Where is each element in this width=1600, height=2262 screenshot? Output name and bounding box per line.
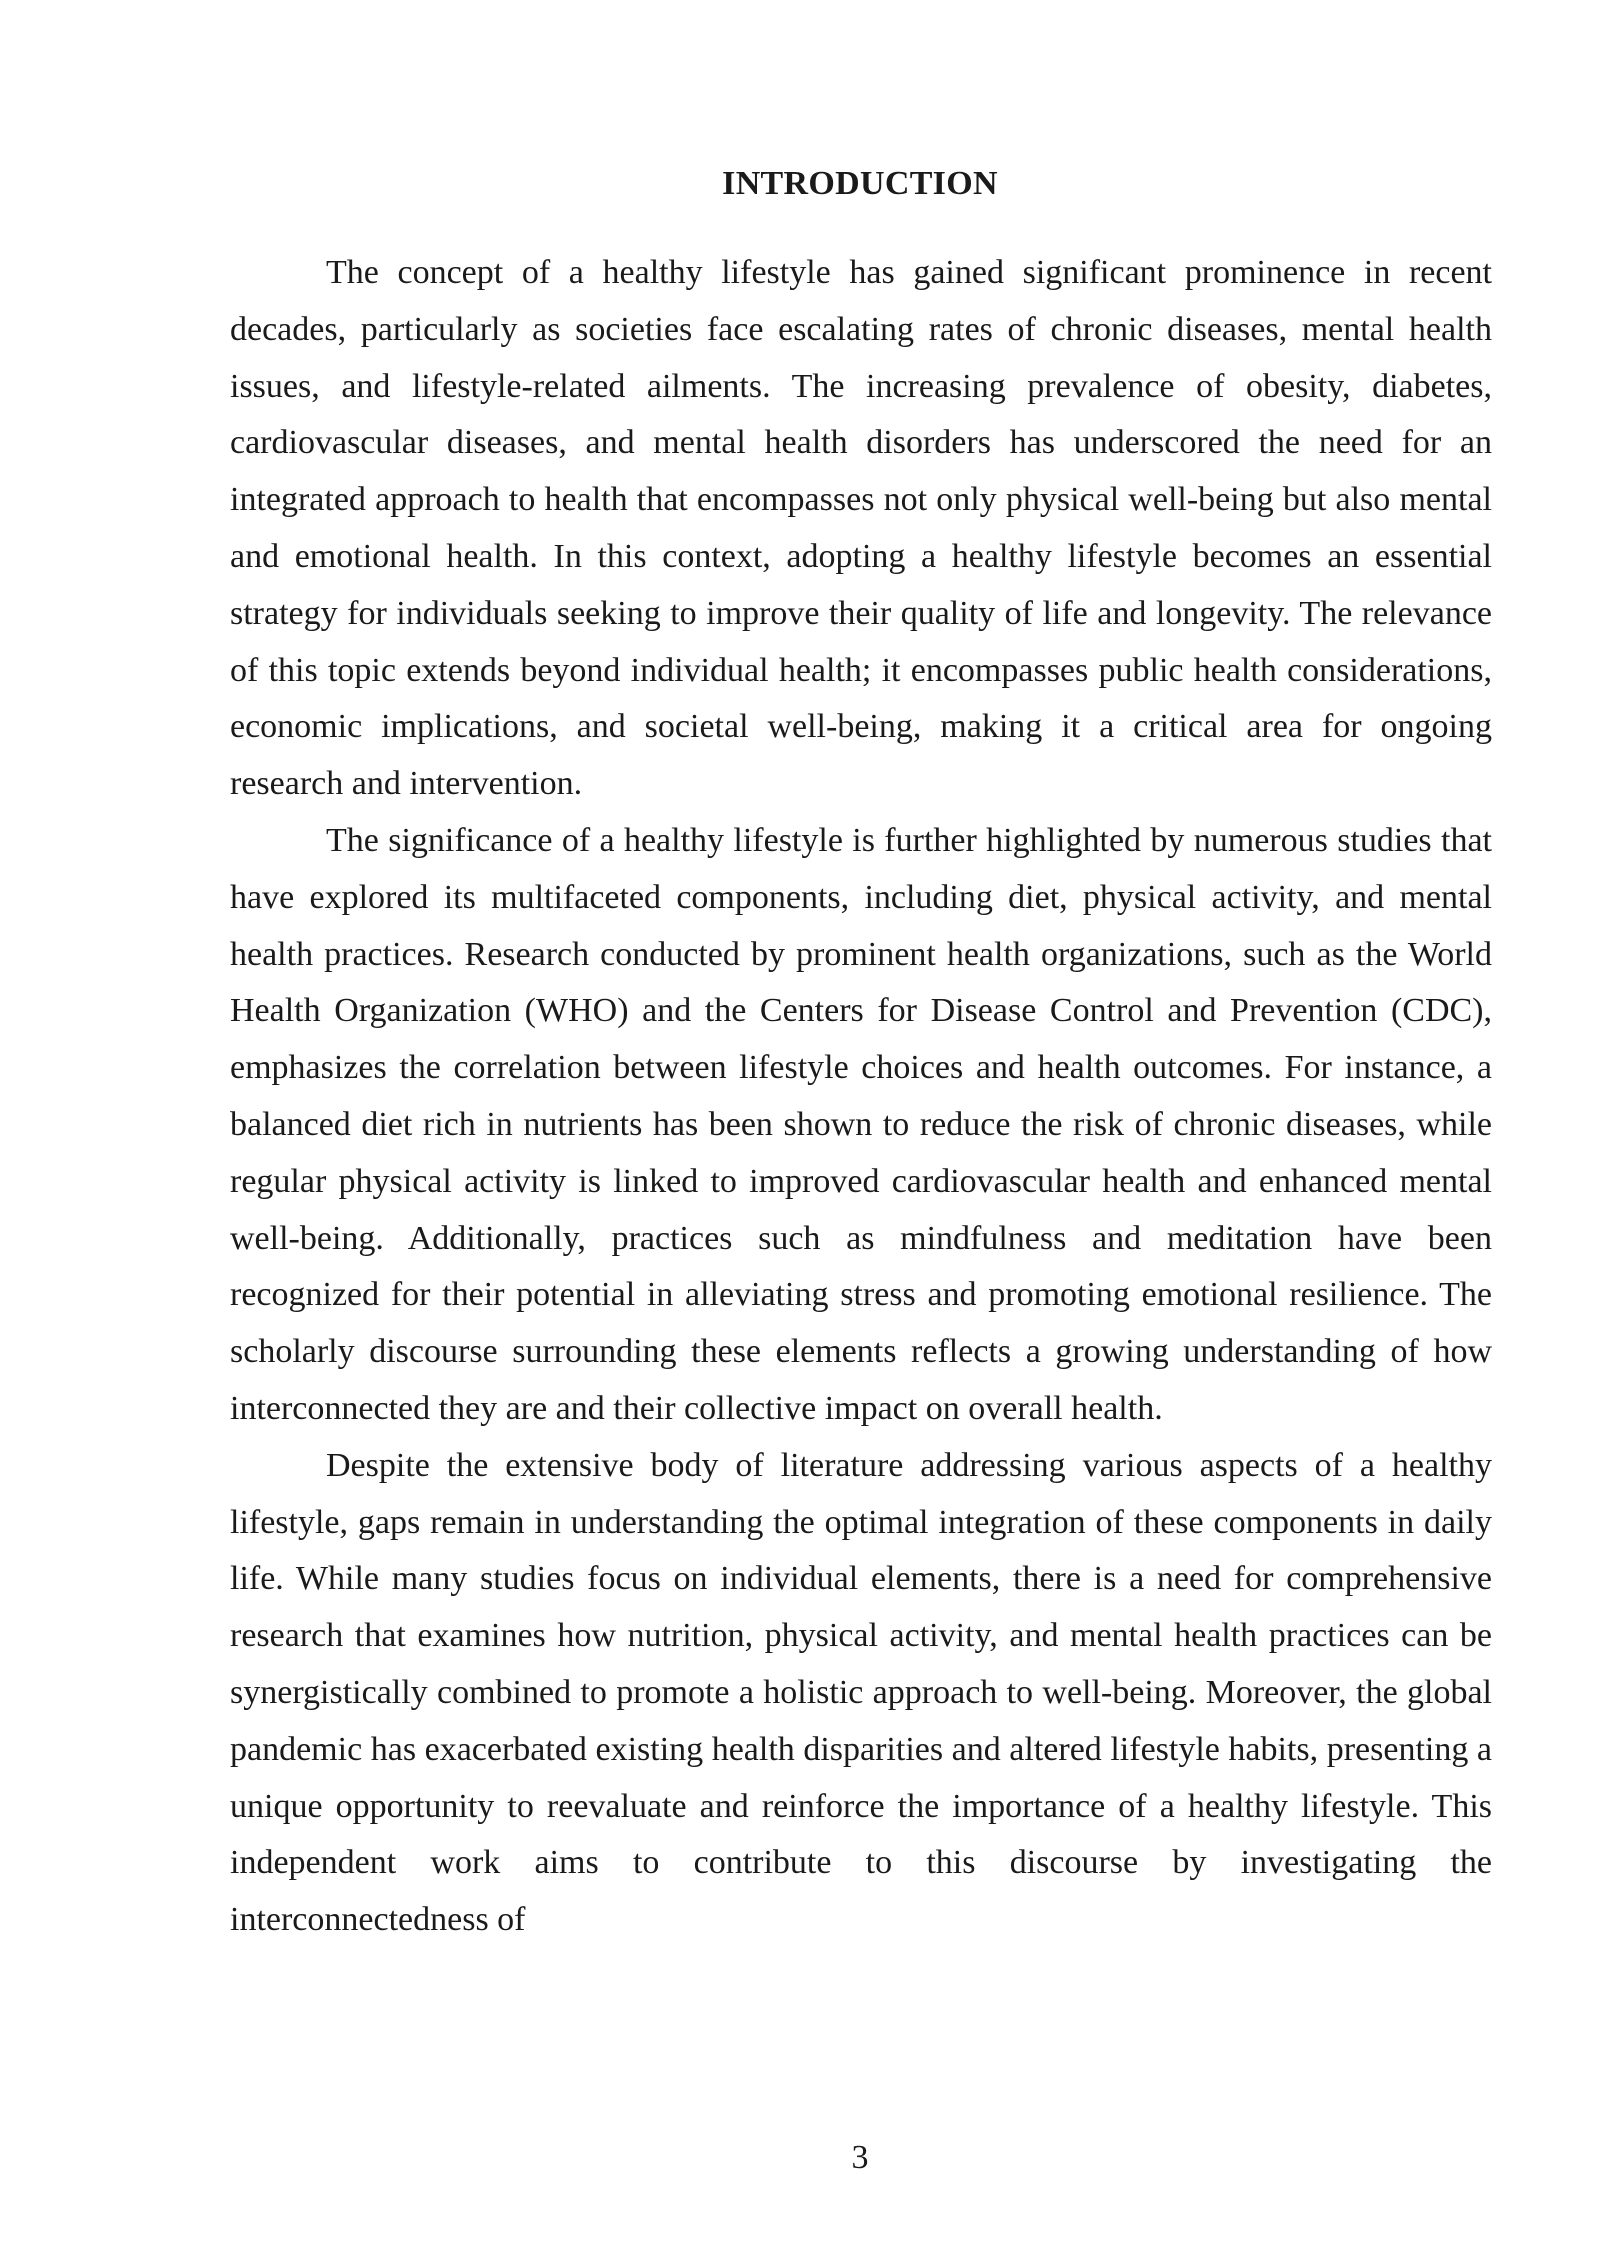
paragraph-1: The concept of a healthy lifestyle has gained significant prominence in recent decades, particularly as societies face escalating rates of chronic diseases, mental health issues, and lifestyle-related ailments. The increasing prevalence of obesity, diabetes, cardiovascular diseases, and mental health disorders has underscored the need for an integrated approach to health that encompasses not only physical well-being but also mental and emotional health. In this context, adopting a healthy lifestyle becomes an essential strategy for individuals seeking to improve their quality of life and longevity. The relevance of this topic extends beyond individual health; it encompasses public health considerations, economic implications, and societal well-being, making it a critical area for ongoing research and intervention. (230, 254, 1492, 803)
paragraph-2: The significance of a healthy lifestyle is further highlighted by numerous studies that have explored its multifaceted components, including diet, physical activity, and mental health practices. Research conducted by prominent health organizations, such as the World Health Organization (WHO) and the Centers for Disease Control and Prevention (CDC), emphasizes the correlation between lifestyle choices and health outcomes. For instance, a balanced diet rich in nutrients has been shown to reduce the risk of chronic diseases, while regular physical activity is linked to improved cardiovascular health and enhanced mental well-being. Additionally, practices such as mindfulness and meditation have been recognized for their potential in alleviating stress and promoting emotional resilience. The scholarly discourse surrounding these elements reflects a growing understanding of how interconnected they are and their collective impact on overall health. (230, 821, 1492, 1427)
section-heading: INTRODUCTION (722, 165, 998, 202)
page-number: 3 (851, 2139, 869, 2176)
paragraph-3: Despite the extensive body of literature addressing various aspects of a healthy lifestyle, gaps remain in understanding the optimal integration of these components in daily life. While many studies focus on individual elements, there is a need for comprehensive research that examines how nutrition, physical activity, and mental health practices can be synergistically combined to promote a holistic approach to well-being. Moreover, the global pandemic has exacerbated existing health disparities and altered lifestyle habits, presenting a unique opportunity to reevaluate and reinforce the importance of a healthy lifestyle. This independent work aims to contribute to this discourse by investigating the interconnectedness of (230, 1446, 1492, 1939)
body-text (230, 245, 1492, 1949)
